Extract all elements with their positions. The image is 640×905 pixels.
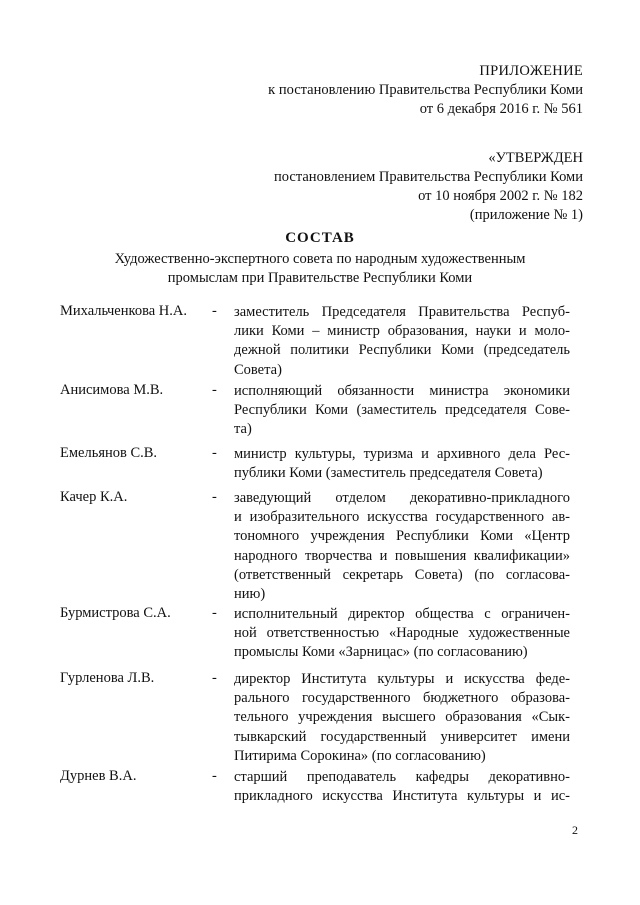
role-line: ной ответственностью «Народные художественные [234, 625, 570, 642]
approved-label: «УТВЕРЖДЕН [488, 150, 583, 166]
role-line: прикладного искусства Института культуры и ис- [234, 788, 570, 805]
member-name: Гурленова Л.В. [60, 670, 155, 686]
role-line: рального государственного бюджетного образова- [234, 690, 570, 707]
page-number: 2 [572, 823, 578, 837]
role-line: Республики Коми (заместитель председателя Сове- [234, 402, 570, 419]
member-dash: - [212, 768, 217, 784]
approved-line-3: (приложение № 1) [469, 207, 583, 223]
member-name: Бурмистрова С.А. [60, 605, 171, 621]
role-line: нию) [234, 586, 266, 603]
role-line: та) [234, 421, 252, 438]
member-name: Анисимова М.В. [60, 382, 164, 398]
role-line: директор Института культуры и искусства феде- [234, 671, 570, 687]
role-line: Питирима Сорокина» (по согласованию) [234, 747, 486, 764]
role-line: исполняющий обязанности министра экономики [234, 383, 570, 399]
approved-line-1: постановлением Правительства Республики Коми [274, 169, 583, 185]
member-dash: - [212, 605, 217, 621]
member-role [234, 382, 570, 440]
approved-line-2: от 10 ноября 2002 г. № 182 [418, 188, 583, 204]
appendix-line-2: от 6 декабря 2016 г. № 561 [419, 101, 583, 117]
role-line: дежной политики Республики Коми (председатель [234, 342, 570, 359]
subtitle-line-1: Художественно-экспертного совета по народным художественным [114, 251, 526, 267]
role-line: лики Коми – министр образования, науки и моло- [234, 323, 570, 340]
document-subtitle [80, 250, 560, 288]
member-dash: - [212, 303, 217, 319]
member-role [234, 605, 570, 663]
role-line: тономного учреждения Республики Коми «Центр [234, 528, 570, 545]
member-dash: - [212, 489, 217, 505]
role-line: тывкарский государственный университет имени [234, 728, 570, 745]
member-role [234, 303, 570, 380]
role-line: народного творчества и повышения квалификации» [234, 547, 570, 564]
role-line: Совета) [234, 361, 282, 378]
member-name: Емельянов С.В. [60, 445, 158, 461]
approved-header [274, 149, 583, 225]
member-role [234, 768, 570, 806]
role-line: тельного учреждения высшего образования «Сык- [234, 709, 570, 726]
member-role [234, 445, 570, 483]
appendix-label: ПРИЛОЖЕНИЕ [479, 63, 583, 79]
member-role [234, 489, 570, 604]
member-role [234, 670, 570, 766]
member-dash: - [212, 670, 217, 686]
role-line: исполнительный директор общества с ограничен- [234, 606, 570, 622]
role-line: (ответственный секретарь Совета) (по согласова- [234, 566, 570, 583]
member-name: Качер К.А. [60, 489, 128, 505]
appendix-header [268, 62, 583, 119]
member-dash: - [212, 445, 217, 461]
member-dash: - [212, 382, 217, 398]
role-line: старший преподаватель кафедры декоративно- [234, 769, 570, 785]
role-line: министр культуры, туризма и архивного дела Рес- [234, 446, 570, 462]
role-line: и изобразительного искусства государственного ав- [234, 509, 570, 526]
member-name: Михальченкова Н.А. [60, 303, 187, 319]
document-title: СОСТАВ [285, 230, 355, 246]
role-line: заведующий отделом декоративно-прикладного [234, 490, 570, 506]
role-line: промыслы Коми «Зарницас» (по согласованию) [234, 644, 528, 661]
subtitle-line-2: промыслам при Правительстве Республики Коми [167, 270, 473, 286]
member-name: Дурнев В.А. [60, 768, 137, 784]
role-line: публики Коми (заместитель председателя Совета) [234, 465, 543, 482]
role-line: заместитель Председателя Правительства Респуб- [234, 304, 570, 320]
appendix-line-1: к постановлению Правительства Республики Коми [268, 82, 583, 98]
